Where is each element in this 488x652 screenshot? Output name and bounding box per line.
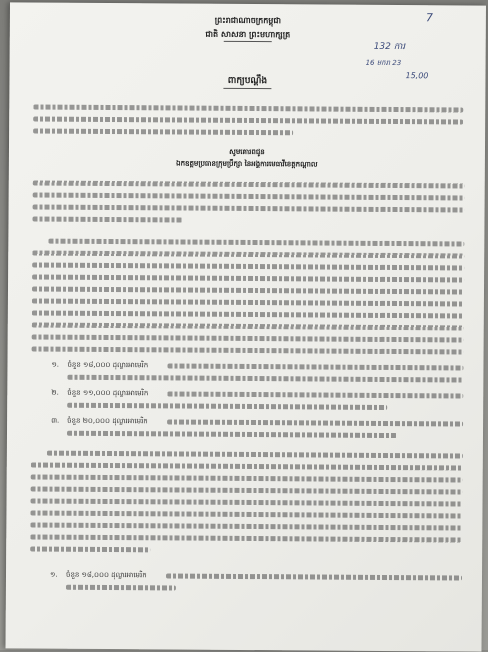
kingdom-heading: ព្រះរាជាណាចក្រកម្ពុជា <box>214 15 282 26</box>
text-line <box>47 451 463 459</box>
final-item-amount: ចំនួន ១៨,០០០ ដុល្លារអាមេរិក <box>65 570 147 580</box>
handwritten-date: 16 មករា 23 <box>365 58 402 68</box>
text-line <box>32 274 464 282</box>
text-line <box>67 375 463 383</box>
text-line <box>32 217 182 223</box>
text-line <box>167 391 463 398</box>
text-line <box>67 431 397 438</box>
recipient: ឯកឧត្តមប្រធានក្រុមប្រឹក្សា នៃអង្គការមេធាវីខេត្តកណ្តាល <box>176 159 318 169</box>
text-line <box>32 310 464 318</box>
list-item-marker: ២. <box>51 388 59 397</box>
salutation: សូមគោរពជូន <box>229 147 265 157</box>
motto-heading: ជាតិ សាសនា ព្រះមហាក្សត្រ <box>205 29 291 40</box>
text-line <box>32 250 464 258</box>
text-line <box>31 498 463 506</box>
final-item-marker: ១. <box>49 570 58 579</box>
text-line <box>167 363 463 370</box>
text-line <box>33 105 463 113</box>
text-line <box>30 522 462 530</box>
text-line <box>30 510 462 518</box>
text-line <box>30 534 462 542</box>
text-line <box>32 262 464 270</box>
text-line <box>166 573 462 580</box>
list-item-marker: ៣. <box>51 416 60 425</box>
text-line <box>33 117 463 125</box>
text-line <box>32 346 464 354</box>
text-line <box>33 129 293 136</box>
text-line <box>32 298 464 306</box>
list-item-marker: ១. <box>51 360 60 369</box>
text-line <box>32 322 464 330</box>
text-line <box>31 486 463 494</box>
text-line <box>32 334 464 342</box>
text-line <box>33 193 465 201</box>
text-line <box>32 286 464 294</box>
document-title: ពាក្យបណ្តឹង <box>227 75 268 87</box>
text-line <box>31 462 463 470</box>
handwritten-time: 15,00 <box>405 71 429 81</box>
handwritten-reference: 132 ការ <box>373 41 406 53</box>
text-line <box>167 419 463 426</box>
list-item-amount: ចំនួន ១១,០០០ ដុល្លារអាមេរិក <box>67 388 149 398</box>
header-divider <box>224 41 272 42</box>
text-line <box>33 181 465 189</box>
text-line <box>48 239 464 247</box>
list-item-amount: ចំនួន ១៨,០០០ ដុល្លារអាមេរិក <box>67 360 149 370</box>
text-line <box>30 546 150 552</box>
title-underline <box>223 88 271 89</box>
list-item-amount: ចំនួន ២០,០០០ ដុល្លារអាមេរិក <box>67 416 148 426</box>
handwritten-number: 7 <box>425 11 433 25</box>
text-line <box>31 474 463 482</box>
document-page <box>5 2 485 651</box>
text-line <box>66 585 176 591</box>
text-line <box>67 403 387 410</box>
text-line <box>33 205 465 213</box>
